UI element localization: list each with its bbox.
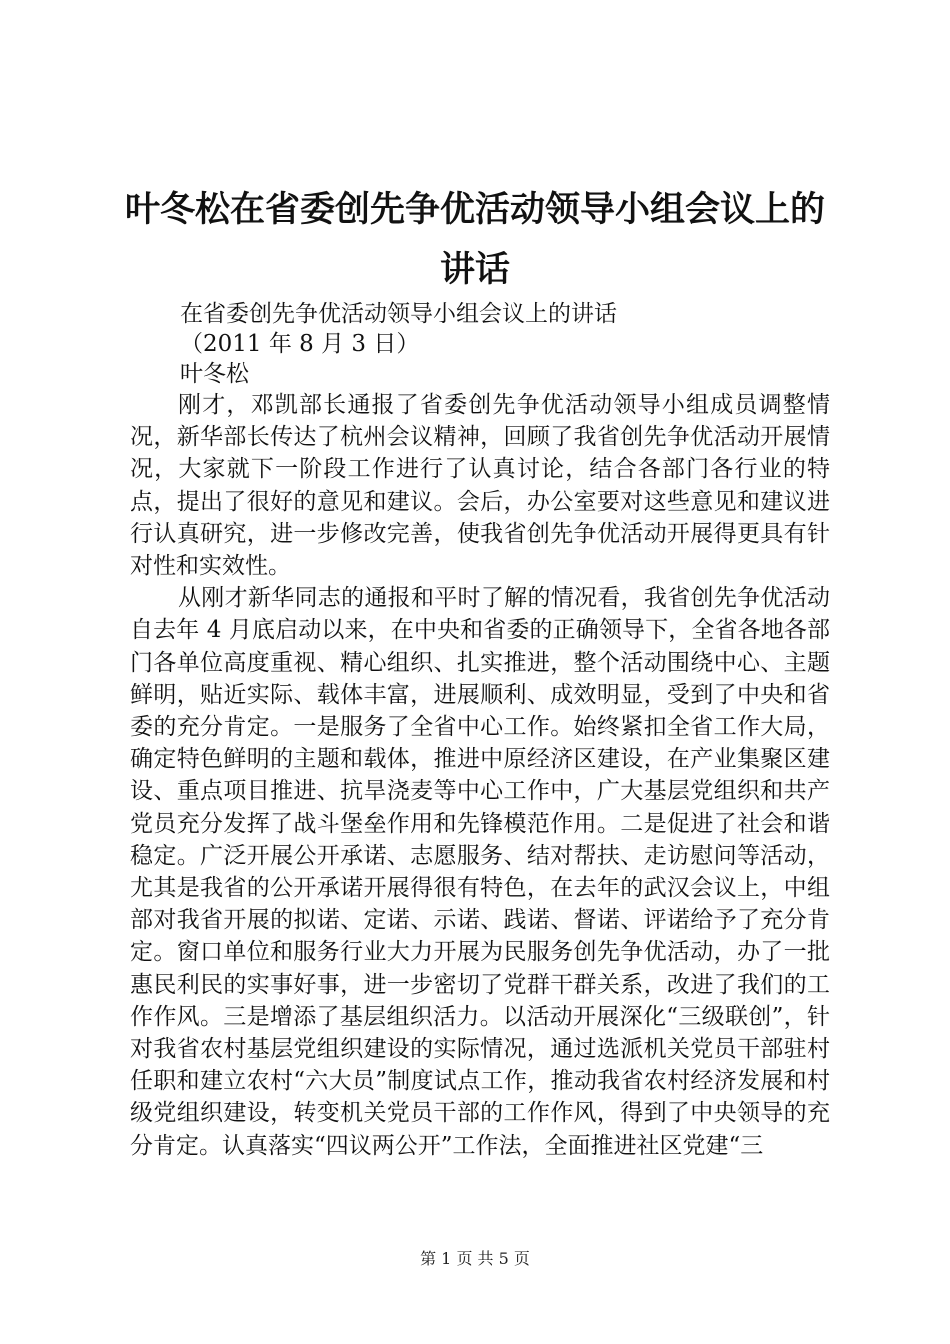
paragraph: 刚才，邓凯部长通报了省委创先争优活动领导小组成员调整情况，新华部长传达了杭州会议精神，回顾了我省创先争优活动开展情况，大家就下一阶段工作进行了认真讨论，结合各部门各行业的特点，提出了很好的意见和建议。会后，办公室要对这些意见和建议进行认真研究，进一步修改完善，使我省创先争优活动开展得更具有针对性和实效性。 (130, 392, 830, 580)
paragraph: 从刚才新华同志的通报和平时了解的情况看，我省创先争优活动自去年 4 月底启动以来，在中央和省委的正确领导下，全省各地各部门各单位高度重视、精心组织、扎实推进，整个活动围绕中心、主题鲜明，贴近实际、载体丰富，进展顺利、成效明显，受到了中央和省委的充分肯定。一是服务了全省中心工作。始终紧扣全省工作大局，确定特色鲜明的主题和载体，推进中原经济区建设，在产业集聚区建设、重点项目推进、抗旱浇麦等中心工作中，广大基层党组织和共产党员充分发挥了战斗堡垒作用和先锋模范作用。二是促进了社会和谐稳定。广泛开展公开承诺、志愿服务、结对帮扶、走访慰问等活动，尤其是我省的公开承诺开展得很有特色，在去年的武汉会议上，中组部对我省开展的拟诺、定诺、示诺、践诺、督诺、评诺给予了充分肯定。窗口单位和服务行业大力开展为民服务创先争优活动，办了一批惠民利民的实事好事，进一步密切了党群干群关系，改进了我们的工作作风。三是增添了基层组织活力。以活动开展深化“三级联创”，针对我省农村基层党组织建设的实际情况，通过选派机关党员干部驻村任职和建立农村“六大员”制度试点工作，推动我省农村经济发展和村级党组织建设，转变机关党员干部的工作作风，得到了中央领导的充分肯定。认真落实“四议两公开”工作法，全面推进社区党建“三 (130, 585, 830, 1159)
document-title-line-2: 讲话 (439, 250, 510, 290)
document-subtitle: 在省委创先争优活动领导小组会议上的讲话 (180, 301, 617, 327)
document-author: 叶冬松 (180, 361, 249, 387)
document-title-line-1: 叶冬松在省委创先争优活动领导小组会议上的 (124, 190, 825, 230)
document-body (130, 299, 830, 1162)
document-date: （2011 年 8 月 3 日） (180, 331, 420, 357)
page-footer: 第 1 页 共 5 页 (420, 1249, 530, 1268)
